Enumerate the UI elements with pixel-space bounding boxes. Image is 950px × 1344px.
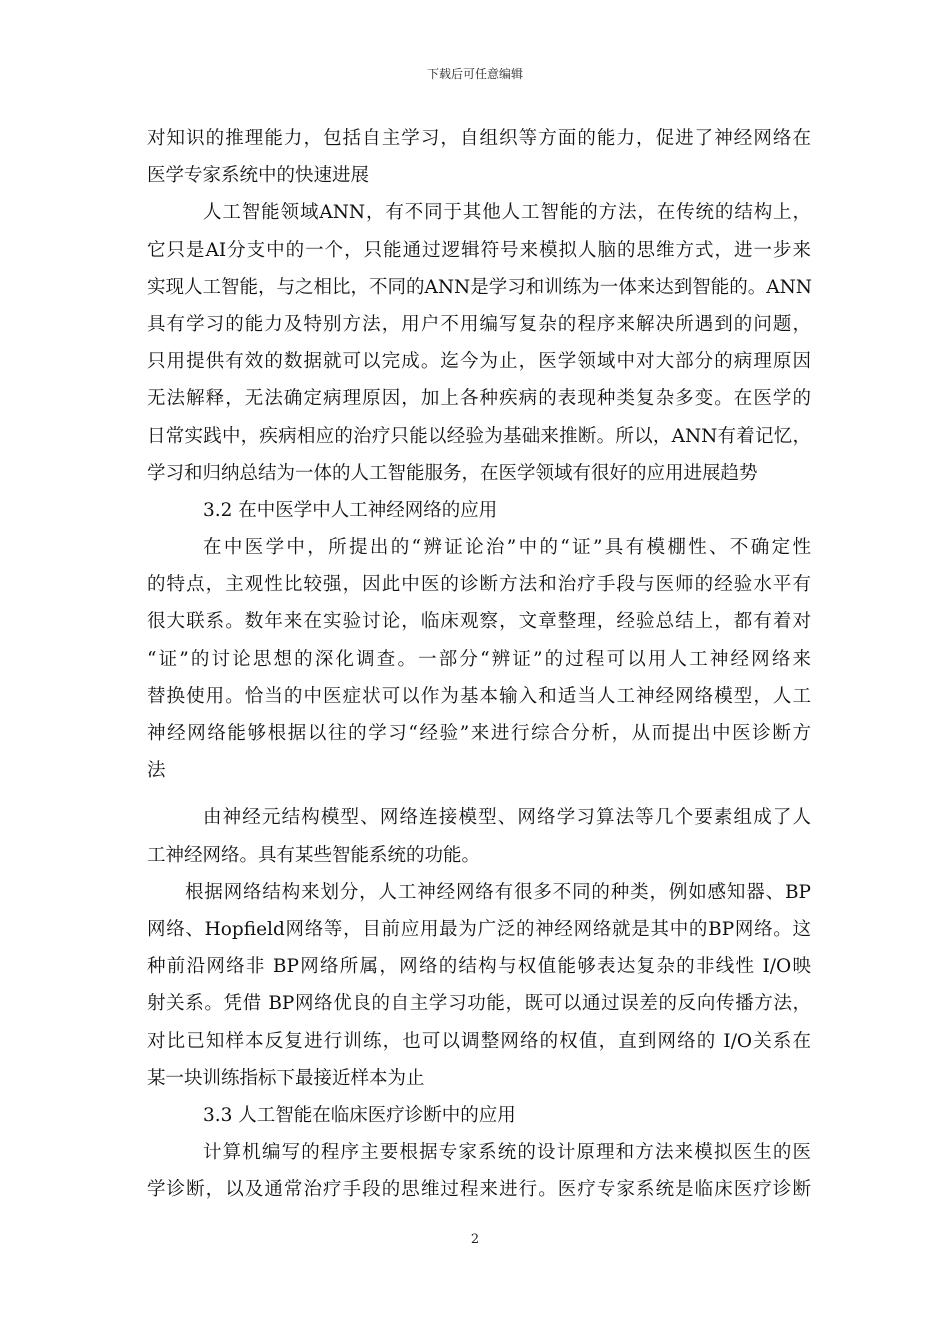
text-line: 工神经网络。具有某些智能系统的功能。: [147, 844, 481, 866]
text-line: 学习和归纳总结为一体的人工智能服务，在医学领域有很好的应用进展趋势: [147, 462, 758, 484]
text-line: 具有学习的能力及特别方法，用户不用编写复杂的程序来解决所遇到的问题，: [147, 313, 811, 335]
section-heading: 3.2 在中医学中人工神经网络的应用: [203, 499, 498, 521]
document-body: [147, 120, 811, 1208]
text-line: 对比已知样本反复进行训练，也可以调整网络的权值，直到网络的 I/O关系在: [147, 1030, 811, 1052]
text-line: 只用提供有效的数据就可以完成。迄今为止，医学领域中对大部分的病理原因: [147, 351, 811, 373]
text-line: 学诊断，以及通常治疗手段的思维过程来进行。医疗专家系统是临床医疗诊断: [147, 1179, 811, 1201]
text-line: 某一块训练指标下最接近样本为止: [147, 1067, 425, 1089]
text-line: 根据网络结构来划分，人工神经网络有很多不同的种类，例如感知器、BP: [185, 881, 811, 903]
paragraph: [147, 1134, 811, 1208]
text-line: 网络、Hopfield网络等，目前应用最为广泛的神经网络就是其中的BP网络。这: [147, 918, 811, 940]
text-line: 替换使用。恰当的中医症状可以作为基本输入和适当人工神经网络模型，人工: [147, 685, 811, 707]
text-line: 医学专家系统中的快速进展: [147, 165, 370, 187]
text-line: 由神经元结构模型、网络连接模型、网络学习算法等几个要素组成了人: [203, 807, 811, 829]
text-line: 法: [147, 760, 166, 782]
paragraph: [147, 799, 811, 873]
text-line: 在中医学中，所提出的“辨证论治”中的“证”具有模棚性、不确定性: [203, 537, 811, 559]
paragraph: [147, 194, 811, 492]
text-line: 种前沿网络非 BP网络所属，网络的结构与权值能够表达复杂的非线性 I/O映: [147, 956, 811, 978]
text-line: 日常实践中，疾病相应的治疗只能以经验为基础来推断。所以，ANN有着记忆，: [147, 425, 811, 447]
text-line: 对知识的推理能力，包括自主学习，自组织等方面的能力，促进了神经网络在: [147, 128, 811, 149]
text-line: 神经网络能够根据以往的学习“经验”来进行综合分析，从而提出中医诊断方: [147, 723, 811, 744]
paragraph: [147, 529, 811, 789]
text-line: “证”的讨论思想的深化调查。一部分“辨证”的过程可以用人工神经网络来: [147, 648, 811, 670]
text-line: 无法解释，无法确定病理原因，加上各种疾病的表现种类复杂多变。在医学的: [147, 388, 811, 410]
page-number: 2: [470, 1232, 480, 1247]
paragraph: [147, 120, 811, 194]
text-line: 计算机编写的程序主要根据专家系统的设计原理和方法来模拟医生的医: [203, 1142, 811, 1164]
text-line: 人工智能领域ANN，有不同于其他人工智能的方法，在传统的结构上，: [203, 202, 811, 224]
text-line: 射关系。凭借 BP网络优良的自主学习功能，既可以通过误差的反向传播方法，: [147, 993, 811, 1015]
page-header: 下载后可任意编辑: [426, 67, 523, 81]
text-line: 它只是AI分支中的一个，只能通过逻辑符号来模拟人脑的思维方式，进一步来: [147, 239, 811, 261]
section-heading: 3.3 人工智能在临床医疗诊断中的应用: [203, 1104, 516, 1126]
text-line: 实现人工智能，与之相比，不同的ANN是学习和训练为一体来达到智能的。ANN: [147, 276, 812, 298]
text-line: 的特点，主观性比较强，因此中医的诊断方法和治疗手段与医师的经验水平有: [147, 574, 811, 596]
paragraph: [147, 874, 811, 1097]
text-line: 很大联系。数年来在实验讨论，临床观察，文章整理，经验总结上，都有着对: [147, 611, 811, 633]
